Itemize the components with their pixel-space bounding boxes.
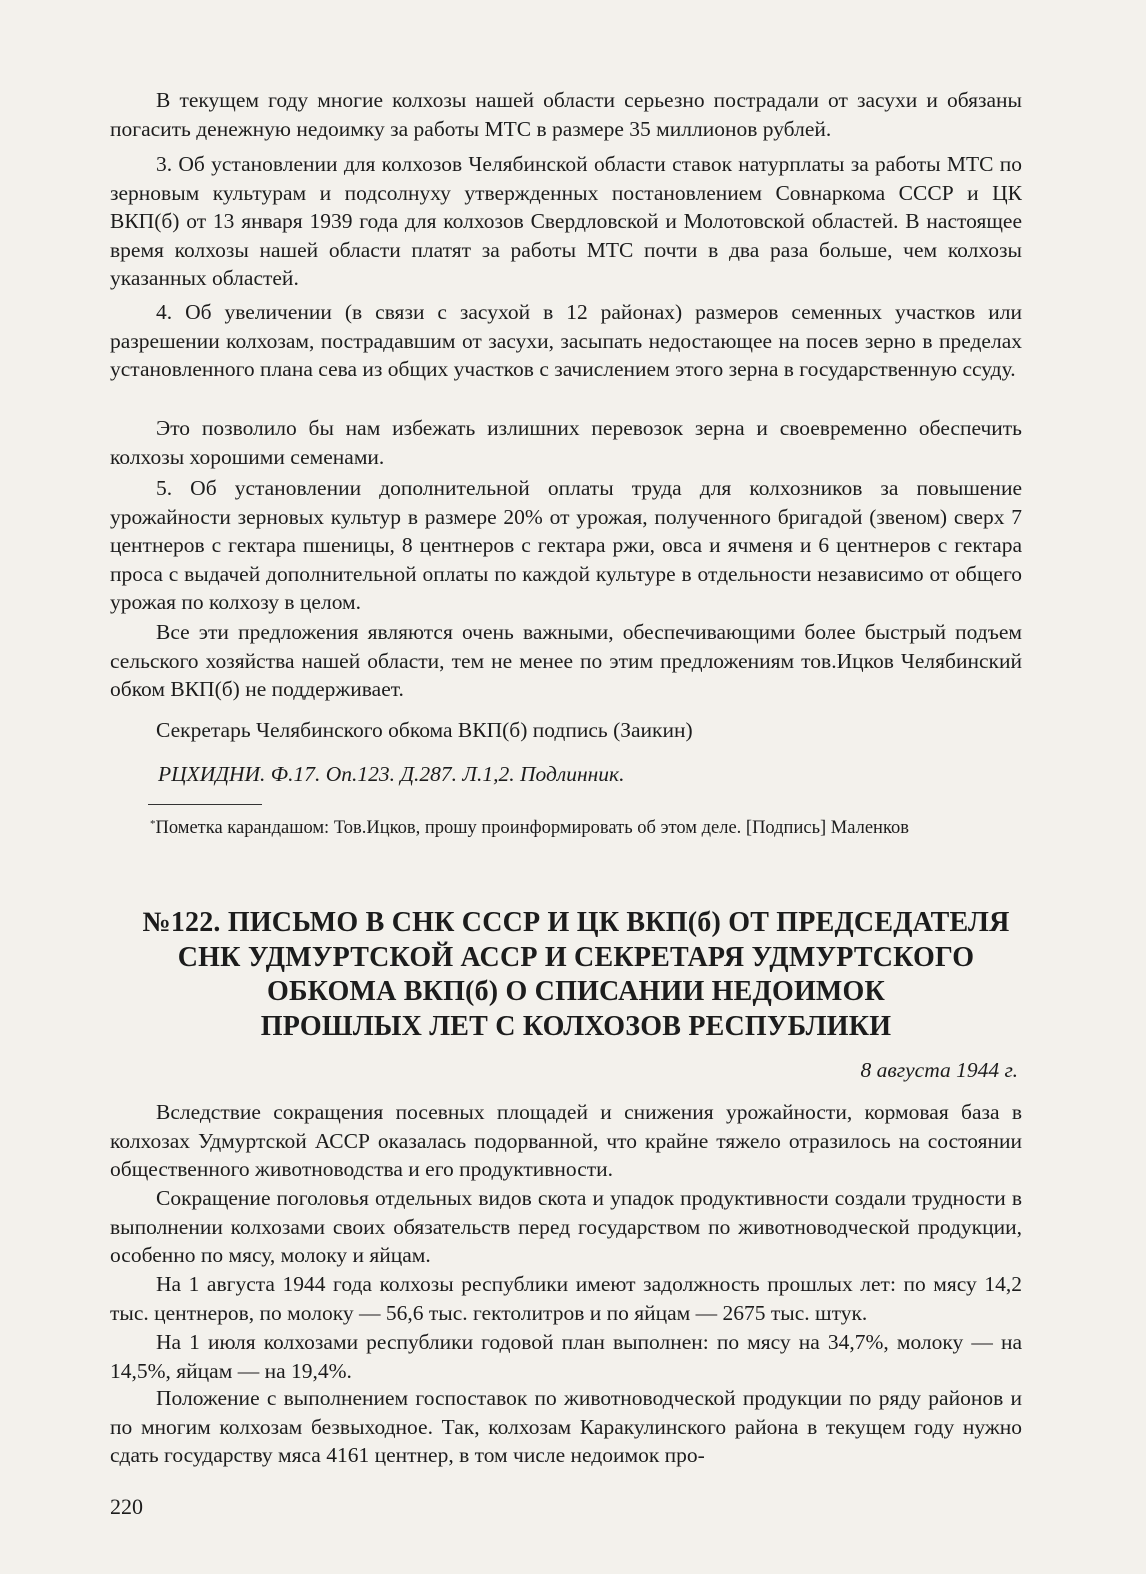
paragraph: 5. Об установлении дополнительной оплаты труда для колхозников за повышение урожайности зерновых культур в размере 20% от урожая, полученного бригадой (звеном) сверх 7 центнеров с гектара пшеницы, 8 центнеров с гектара ржи, овса и ячменя и 6 центнеров с гектара проса с выдачей дополнительной оплаты по каждой культуре в отдельности независимо от общего урожая по колхозу в целом. [110,476,1022,615]
footnote [150,812,1010,841]
paragraph: На 1 июля колхозами республики годовой план выполнен: по мясу на 34,7%, молоку — на 14,5%, яйцам — на 19,4%. [110,1330,1022,1383]
paragraph: Сокращение поголовья отдельных видов скота и упадок продуктивности создали трудности в выполнении колхозами своих обязательств перед государством по животноводческой продукции, особенно по мясу, молоку и яйцам. [110,1186,1022,1268]
paragraph: 3. Об установлении для колхозов Челябинской области ставок натурплаты за работы МТС по зерновым культурам и подсолнуху утвержденных постановлением Совнаркома СССР и ЦК ВКП(б) от 13 января 1939 года для колхозов Свердловской и Молотовской областей. В настоящее время колхозы нашей области платят за работы МТС почти в два раза больше, чем колхозы указанных областей. [110,152,1022,291]
heading-line: №122. ПИСЬМО В СНК СССР И ЦК ВКП(б) ОТ ПРЕДСЕДАТЕЛЯ [142,907,1010,938]
paragraph: В текущем году многие колхозы нашей области серьезно пострадали от засухи и обязаны погасить денежную недоимку за работы МТС в размере 35 миллионов рублей. [110,88,1022,141]
document-date: 8 августа 1944 г. [860,1058,1018,1082]
paragraph: 4. Об увеличении (в связи с засухой в 12 районах) размеров семенных участков или разрешении колхозам, пострадавшим от засухи, засыпать недостающее на посев зерно в пределах установленного плана сева из общих участков с зачислением этого зерна в государственную ссуду. [110,300,1022,382]
paragraph: Положение с выполнением госпоставок по животноводческой продукции по ряду районов и по многим колхозам безвыходное. Так, колхозам Каракулинского района в текущем году нужно сдать государству мяса 4161 центнер, в том числе недоимок про- [110,1386,1022,1468]
footnote-text: Пометка карандашом: Тов.Ицков, прошу проинформировать об этом деле. [Подпись] Маленков [155,818,909,838]
document-heading [96,906,1056,1044]
footnote-marker: * [150,818,156,830]
paragraph: Все эти предложения являются очень важными, обеспечивающими более быстрый подъем сельского хозяйства нашей области, тем не менее по этим предложениям тов.Ицков Челябинский обком ВКП(б) не поддерживает. [110,620,1022,702]
page-number: 220 [110,1494,143,1519]
paragraph: Это позволило бы нам избежать излишних перевозок зерна и своевременно обеспечить колхозы хорошими семенами. [110,416,1022,469]
heading-line: ОБКОМА ВКП(б) О СПИСАНИИ НЕДОИМОК [266,976,886,1007]
signature-line: Секретарь Челябинского обкома ВКП(б) подпись (Заикин) [156,718,693,742]
archive-source: РЦХИДНИ. Ф.17. Оп.123. Д.287. Л.1,2. Подлинник. [158,762,625,786]
footnote-divider [148,804,262,805]
heading-line: СНК УДМУРТСКОЙ АССР И СЕКРЕТАРЯ УДМУРТСКОГО [177,941,975,973]
paragraph: Вследствие сокращения посевных площадей и снижения урожайности, кормовая база в колхозах Удмуртской АССР оказалась подорванной, что крайне тяжело отразилось на состоянии общественного животноводства и его продуктивности. [110,1100,1022,1182]
paragraph: На 1 августа 1944 года колхозы республики имеют задолжность прошлых лет: по мясу 14,2 тыс. центнеров, по молоку — 56,6 тыс. гектолитров и по яйцам — 2675 тыс. штук. [110,1272,1022,1325]
heading-line: ПРОШЛЫХ ЛЕТ С КОЛХОЗОВ РЕСПУБЛИКИ [260,1010,892,1042]
